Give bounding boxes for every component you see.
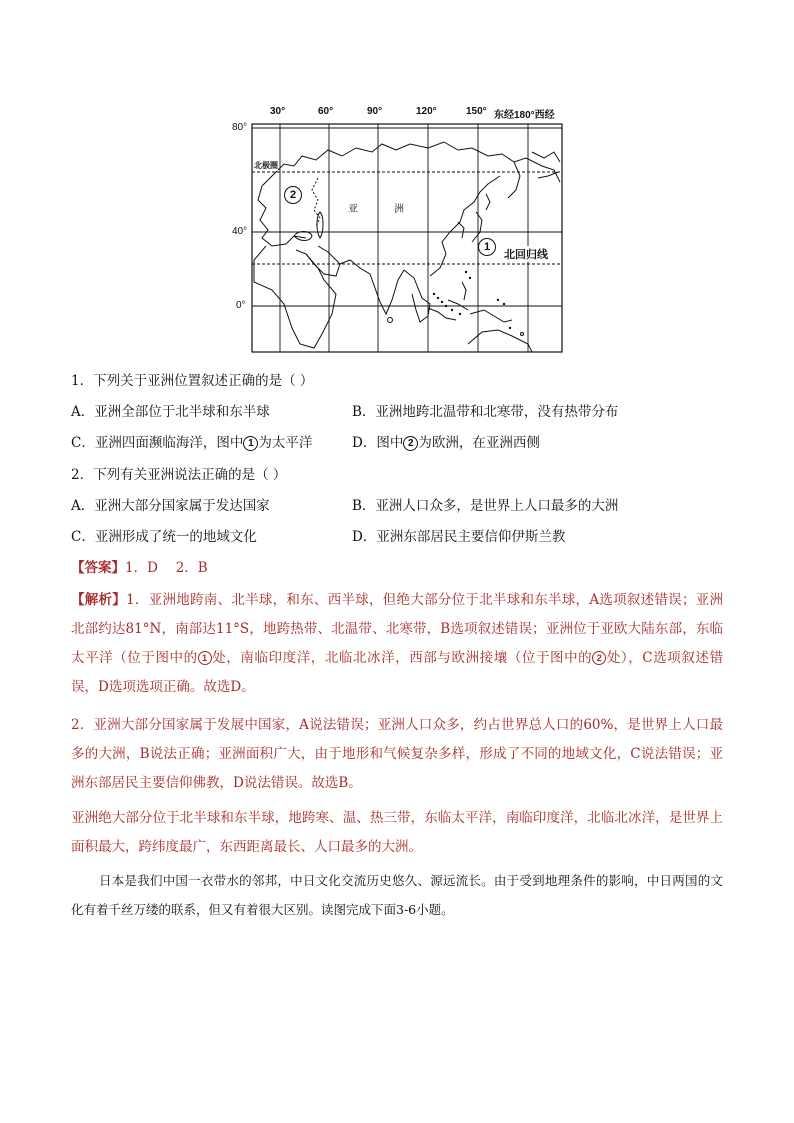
lon-label-150: 150° [466, 106, 487, 117]
answer-line [71, 558, 208, 578]
lon-label-180: 东经180°西经 [494, 110, 555, 121]
map-marker-1: 1 [478, 238, 496, 256]
tropic-label: 北回归线 [504, 246, 548, 262]
q2-option-a: A．亚洲大部分国家属于发达国家 [71, 498, 270, 514]
lon-label-120: 120° [416, 106, 437, 117]
q1-option-d-text2: 为欧洲，在亚洲西侧 [418, 435, 540, 451]
asia-map [232, 104, 572, 356]
analysis-marker-2: 2 [592, 651, 606, 665]
continent-char-2: 洲 [394, 204, 404, 215]
lat-label-40: 40° [232, 226, 248, 237]
q1-option-b: B．亚洲地跨北温带和北寒带，没有热带分布 [352, 404, 619, 420]
lon-label-90: 90° [367, 106, 383, 117]
parallels [252, 128, 562, 306]
q1-option-c-text: C．亚洲四面濒临海洋，图中 [71, 435, 244, 451]
q1-option-c-text2: 为太平洋 [258, 435, 313, 451]
lat-label-0: 0° [236, 300, 246, 311]
q1-option-c-marker: 1 [243, 436, 258, 451]
analysis-p1a: 1．亚洲地跨南、北半球，和东、西半球，但绝大部分位于北半球和东半球，A选项叙述错误；亚洲北部约达81°N，南部达11°S，地跨热带、北温带、北寒带，B选项叙述错误；亚洲位于亚欧大陆东部，东临太平洋（位于图中的 [71, 592, 723, 666]
q2-option-d: D．亚洲东部居民主要信仰伊斯兰教 [352, 529, 566, 545]
lon-label-60: 60° [318, 106, 334, 117]
answer-text: 1．D 2．B [125, 560, 208, 576]
q2-stem: 2．下列有关亚洲说法正确的是（ ） [71, 467, 287, 483]
answer-label: 【答案】 [71, 560, 125, 576]
analysis-label: 【解析】 [71, 592, 127, 608]
asia-map-figure [232, 104, 572, 356]
arctic-circle-label: 北极圈 [254, 161, 278, 170]
map-frame [252, 124, 562, 352]
intro-paragraph: 日本是我们中国一衣带水的邻邦，中日文化交流历史悠久、源远流长。由于受到地理条件的影响，中日两国的文化有着千丝万缕的联系，但又有着很大区别。读图完成下面3-6小题。 [71, 873, 723, 917]
q2-option-c: C．亚洲形成了统一的地域文化 [71, 529, 257, 545]
q1-stem: 1．下列关于亚洲位置叙述正确的是（ ） [71, 373, 314, 389]
analysis-para-2: 2．亚洲大部分国家属于发展中国家，A说法错误；亚洲人口众多，约占世界总人口的60%，是世界上人口最多的大洲，B说法正确；亚洲面积广大，由于地形和气候复杂多样，形成了不同的地域文化，C说法错误；亚洲东部居民主要信仰佛教，D说法错误。故选B。 [71, 717, 723, 791]
q2-option-b: B．亚洲人口众多，是世界上人口最多的大洲 [352, 498, 619, 514]
q1-option-a: A．亚洲全部位于北半球和东半球 [71, 404, 270, 420]
analysis-p1b: 处，南临印度洋，北临北冰洋，西部与欧洲接壤（位于图中的 [211, 650, 593, 666]
lat-label-80: 80° [232, 122, 248, 133]
analysis-para-3: 亚洲绝大部分位于北半球和东半球，地跨寒、温、热三带，东临太平洋，南临印度洋，北临北冰洋，是世界上面积最大，跨纬度最广，东西距离最长、人口最多的大洲。 [71, 810, 723, 855]
q1-option-c [71, 433, 312, 453]
island-dots [433, 271, 511, 329]
analysis-p1c: 处），C选项叙述错误，D选项选项正确。故选D。 [71, 650, 723, 695]
analysis-para-1 [71, 586, 723, 702]
q1-option-d-text: D．图中 [352, 435, 404, 451]
europe-asia-boundary [312, 178, 320, 226]
map-marker-2: 2 [284, 186, 302, 204]
q1-option-d-marker: 2 [403, 436, 418, 451]
analysis-marker-1: 1 [198, 651, 212, 665]
continent-char-1: 亚 [348, 204, 358, 215]
lon-label-30: 30° [270, 106, 286, 117]
q1-option-d [352, 433, 540, 453]
